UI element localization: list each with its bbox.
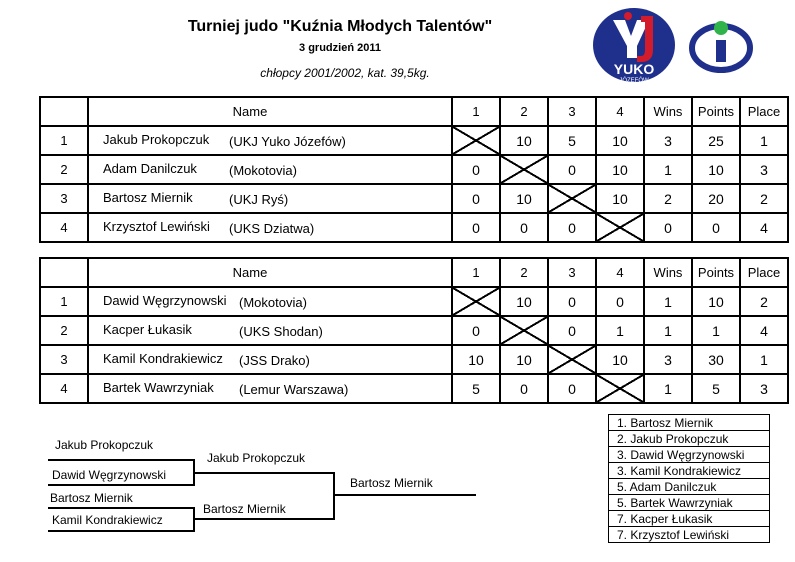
score-value: 5 [472,380,480,397]
score-value: 0 [616,293,624,310]
bracket-line [334,494,476,496]
table-row [40,374,788,403]
score-value: 10 [516,293,532,310]
wins-cell: 1 [644,316,692,345]
score-cell [596,155,644,184]
bracket-r1-1: Jakub Prokopczuk [55,438,154,452]
header-wins: Wins [644,258,692,287]
points-cell: 0 [692,213,740,242]
ranking-row [609,463,770,479]
wins-cell: 3 [644,126,692,155]
wins-cell: 1 [644,155,692,184]
row-number: 2 [40,316,88,345]
competitor-cell [88,126,452,155]
group-b-table [39,257,789,404]
category-label: chłopcy 2001/2002, kat. 39,5kg. [260,66,430,80]
row-number: 2 [40,155,88,184]
ranking-entry: 7. Krzysztof Lewiński [609,527,770,543]
score-cell [452,316,500,345]
competitor-cell [88,316,452,345]
header-place: Place [740,97,788,126]
row-number: 3 [40,184,88,213]
self-match-cross [500,316,548,345]
points-cell: 25 [692,126,740,155]
score-value: 0 [520,219,528,236]
header-col-2: 2 [500,97,548,126]
row-number: 1 [40,126,88,155]
header-points: Points [692,258,740,287]
competitor-club: (UKJ Yuko Józefów) [229,134,346,149]
score-cell [596,126,644,155]
wins-cell: 0 [644,213,692,242]
bracket-line [333,472,335,520]
bracket-line [194,518,334,520]
score-cell [452,345,500,374]
score-value: 0 [472,161,480,178]
bracket-r1-2: Dawid Węgrzynowski [52,468,167,482]
table-row [40,184,788,213]
header-blank [40,258,88,287]
row-number: 1 [40,287,88,316]
ranking-row [609,495,770,511]
bracket-line [48,484,194,486]
wins-cell: 1 [644,374,692,403]
header-points: Points [692,97,740,126]
bracket-line [194,472,334,474]
self-match-cross [452,287,500,316]
header-name: Name [88,97,452,126]
bracket-r2-2: Bartosz Miernik [203,502,286,516]
score-value: 10 [516,132,532,149]
self-match-cross [452,126,500,155]
table-row [40,287,788,316]
bracket-r2-1: Jakub Prokopczuk [207,451,306,465]
score-value: 10 [612,190,628,207]
score-cell [596,287,644,316]
ranking-row [609,447,770,463]
self-match-cross [548,345,596,374]
score-cell [596,316,644,345]
bracket-final: Bartosz Miernik [350,476,433,490]
row-number: 3 [40,345,88,374]
ranking-row [609,479,770,495]
self-match-cross [548,184,596,213]
score-cell [596,184,644,213]
place-cell: 1 [740,345,788,374]
row-number: 4 [40,213,88,242]
score-value: 5 [568,132,576,149]
points-cell: 20 [692,184,740,213]
ranking-entry: 5. Adam Danilczuk [609,479,770,495]
score-cell [500,126,548,155]
bracket-line [48,530,194,532]
score-cell [548,126,596,155]
ranking-entry: 2. Jakub Prokopczuk [609,431,770,447]
score-cell [596,345,644,374]
competitor-club: (UKJ Ryś) [229,192,289,207]
points-cell: 10 [692,155,740,184]
competitor-name: Bartosz Miernik [103,190,193,205]
header-col-4: 4 [596,258,644,287]
wins-cell: 2 [644,184,692,213]
ranking-entry: 1. Bartosz Miernik [609,415,770,431]
points-cell: 1 [692,316,740,345]
score-cell [500,213,548,242]
self-match-cross [596,213,644,242]
competitor-cell [88,184,452,213]
score-cell [452,155,500,184]
place-cell: 3 [740,155,788,184]
final-ranking [608,414,770,543]
header-col-3: 3 [548,97,596,126]
svg-text:JÓZEFÓW: JÓZEFÓW [619,78,649,84]
self-match-cross [500,155,548,184]
score-value: 0 [472,219,480,236]
table-row [40,345,788,374]
event-date: 3 grudzień 2011 [299,42,381,54]
ranking-entry: 3. Kamil Kondrakiewicz [609,463,770,479]
bracket-r1-4: Kamil Kondrakiewicz [52,513,163,527]
ranking-row [609,527,770,543]
score-cell [452,374,500,403]
competitor-name: Krzysztof Lewiński [103,219,210,234]
ranking-row [609,415,770,431]
competitor-cell [88,155,452,184]
score-cell [500,345,548,374]
competitor-club: (Lemur Warszawa) [239,382,349,397]
bracket-line [48,507,194,509]
score-value: 0 [472,190,480,207]
table-row [40,126,788,155]
header-name: Name [88,258,452,287]
wins-cell: 3 [644,345,692,374]
ranking-row [609,511,770,527]
points-cell: 10 [692,287,740,316]
score-value: 0 [520,380,528,397]
place-cell: 3 [740,374,788,403]
competitor-name: Adam Danilczuk [103,161,197,176]
competitor-name: Jakub Prokopczuk [103,132,210,147]
score-value: 0 [568,380,576,397]
points-cell: 5 [692,374,740,403]
page-title: Turniej judo "Kuźnia Młodych Talentów" [187,18,493,35]
score-value: 0 [568,161,576,178]
ranking-entry: 3. Dawid Węgrzynowski [609,447,770,463]
points-cell: 30 [692,345,740,374]
competitor-cell [88,345,452,374]
score-cell [452,184,500,213]
score-value: 1 [616,322,624,339]
score-value: 0 [568,293,576,310]
competitor-club: (Mokotovia) [239,295,307,310]
score-value: 10 [612,351,628,368]
competitor-cell [88,374,452,403]
place-cell: 2 [740,287,788,316]
score-cell [548,213,596,242]
place-cell: 4 [740,316,788,345]
score-value: 10 [612,161,628,178]
competitor-name: Dawid Węgrzynowski [103,293,227,308]
competitor-cell [88,213,452,242]
score-value: 0 [568,219,576,236]
ranking-entry: 7. Kacper Łukasik [609,511,770,527]
score-cell [548,316,596,345]
ranking-entry: 5. Bartek Wawrzyniak [609,495,770,511]
score-value: 10 [516,351,532,368]
info-logo [688,18,754,74]
score-value: 0 [472,322,480,339]
competitor-club: (UKS Shodan) [239,324,323,339]
score-cell [548,155,596,184]
place-cell: 2 [740,184,788,213]
table-row [40,155,788,184]
bracket-line [48,459,194,461]
score-value: 10 [516,190,532,207]
competitor-name: Kamil Kondrakiewicz [103,351,223,366]
score-cell [548,287,596,316]
competitor-name: Bartek Wawrzyniak [103,380,214,395]
score-cell [500,184,548,213]
header-blank [40,97,88,126]
competitor-club: (JSS Drako) [239,353,310,368]
ranking-row [609,431,770,447]
place-cell: 1 [740,126,788,155]
group-a-table [39,96,789,243]
header-col-2: 2 [500,258,548,287]
competitor-cell [88,287,452,316]
header-col-3: 3 [548,258,596,287]
competitor-club: (Mokotovia) [229,163,297,178]
header-col-4: 4 [596,97,644,126]
yuko-logo [591,6,677,84]
score-value: 10 [468,351,484,368]
svg-text:YUKO: YUKO [613,61,655,77]
score-cell [500,287,548,316]
header-col-1: 1 [452,97,500,126]
table-row [40,316,788,345]
competitor-club: (UKS Dziatwa) [229,221,315,236]
place-cell: 4 [740,213,788,242]
self-match-cross [596,374,644,403]
score-cell [548,374,596,403]
score-value: 10 [612,132,628,149]
score-cell [452,213,500,242]
header-col-1: 1 [452,258,500,287]
bracket-r1-3: Bartosz Miernik [50,491,133,505]
competitor-name: Kacper Łukasik [103,322,192,337]
row-number: 4 [40,374,88,403]
header-place: Place [740,258,788,287]
table-row [40,213,788,242]
wins-cell: 1 [644,287,692,316]
score-cell [500,374,548,403]
score-value: 0 [568,322,576,339]
header-wins: Wins [644,97,692,126]
